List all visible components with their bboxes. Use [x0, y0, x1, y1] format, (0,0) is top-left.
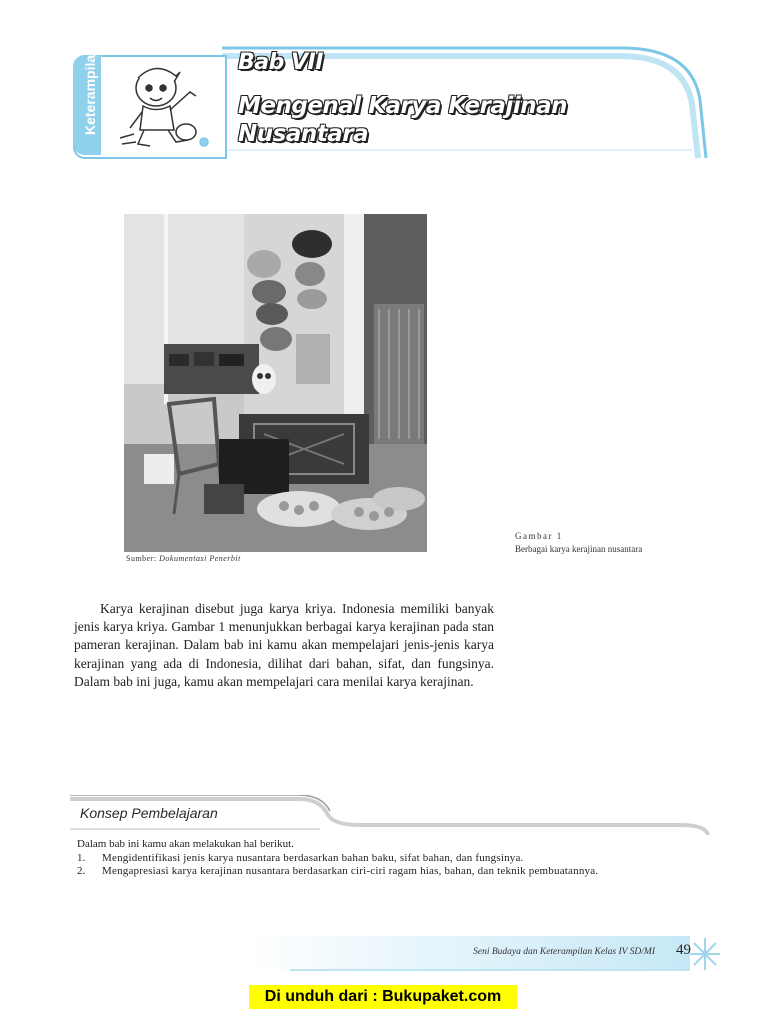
intro-paragraph: Karya kerajinan disebut juga karya kriya. Indonesia memiliki banyak jenis karya kriya. Gambar 1 menunjukkan berbagai karya kerajinan pada stan pameran kerajinan. Dalam bab ini kamu akan mempelajari jenis-jenis karya kerajinan yang ada di Indonesia, dilihat dari bahan, sifat, dan fungsinya. Dalam bab ini juga, kamu akan mempelajari cara menilai karya kerajinan. [74, 601, 494, 689]
list-item-text: Mengapresiasi karya kerajinan nusantara berdasarkan ciri-ciri ragam hias, bahan, dan teknik pembuatannya. [102, 865, 599, 877]
page-number: 49 [676, 942, 691, 958]
list-item-text: Mengidentifikasi jenis karya nusantara berdasarkan bahan baku, sifat bahan, dan fungsinya. [102, 852, 524, 864]
subject-label: Keterampilan [82, 46, 98, 135]
concept-intro: Dalam bab ini kamu akan melakukan hal berikut. [77, 838, 294, 850]
chapter-title [238, 92, 698, 148]
chapter-title-line-1: Mengenal Karya Kerajinan [238, 93, 567, 119]
photo-drawing [124, 214, 427, 552]
figure-number: Gambar 1 [515, 531, 563, 541]
craft-exhibition-photo [124, 214, 427, 552]
intro-paragraph-block [74, 600, 494, 691]
concept-list [77, 852, 677, 878]
source-value: Dokumentasi Penerbit [159, 554, 241, 563]
child-mascot-illustration [108, 58, 213, 150]
list-item-number: 2. [77, 865, 86, 877]
list-item-number: 1. [77, 852, 86, 864]
concept-title: Konsep Pembelajaran [80, 805, 218, 821]
list-item [77, 852, 677, 865]
chapter-title-line-2: Nusantara [238, 121, 369, 147]
book-title: Seni Budaya dan Keterampilan Kelas IV SD/MI [473, 947, 655, 957]
chapter-number: Bab VII [238, 50, 323, 75]
photo-source [126, 554, 241, 563]
download-banner: Di unduh dari : Bukupaket.com [249, 985, 517, 1009]
figure-caption: Berbagai karya kerajinan nusantara [515, 544, 643, 554]
list-item [77, 865, 677, 878]
source-label: Sumber: [126, 554, 157, 563]
